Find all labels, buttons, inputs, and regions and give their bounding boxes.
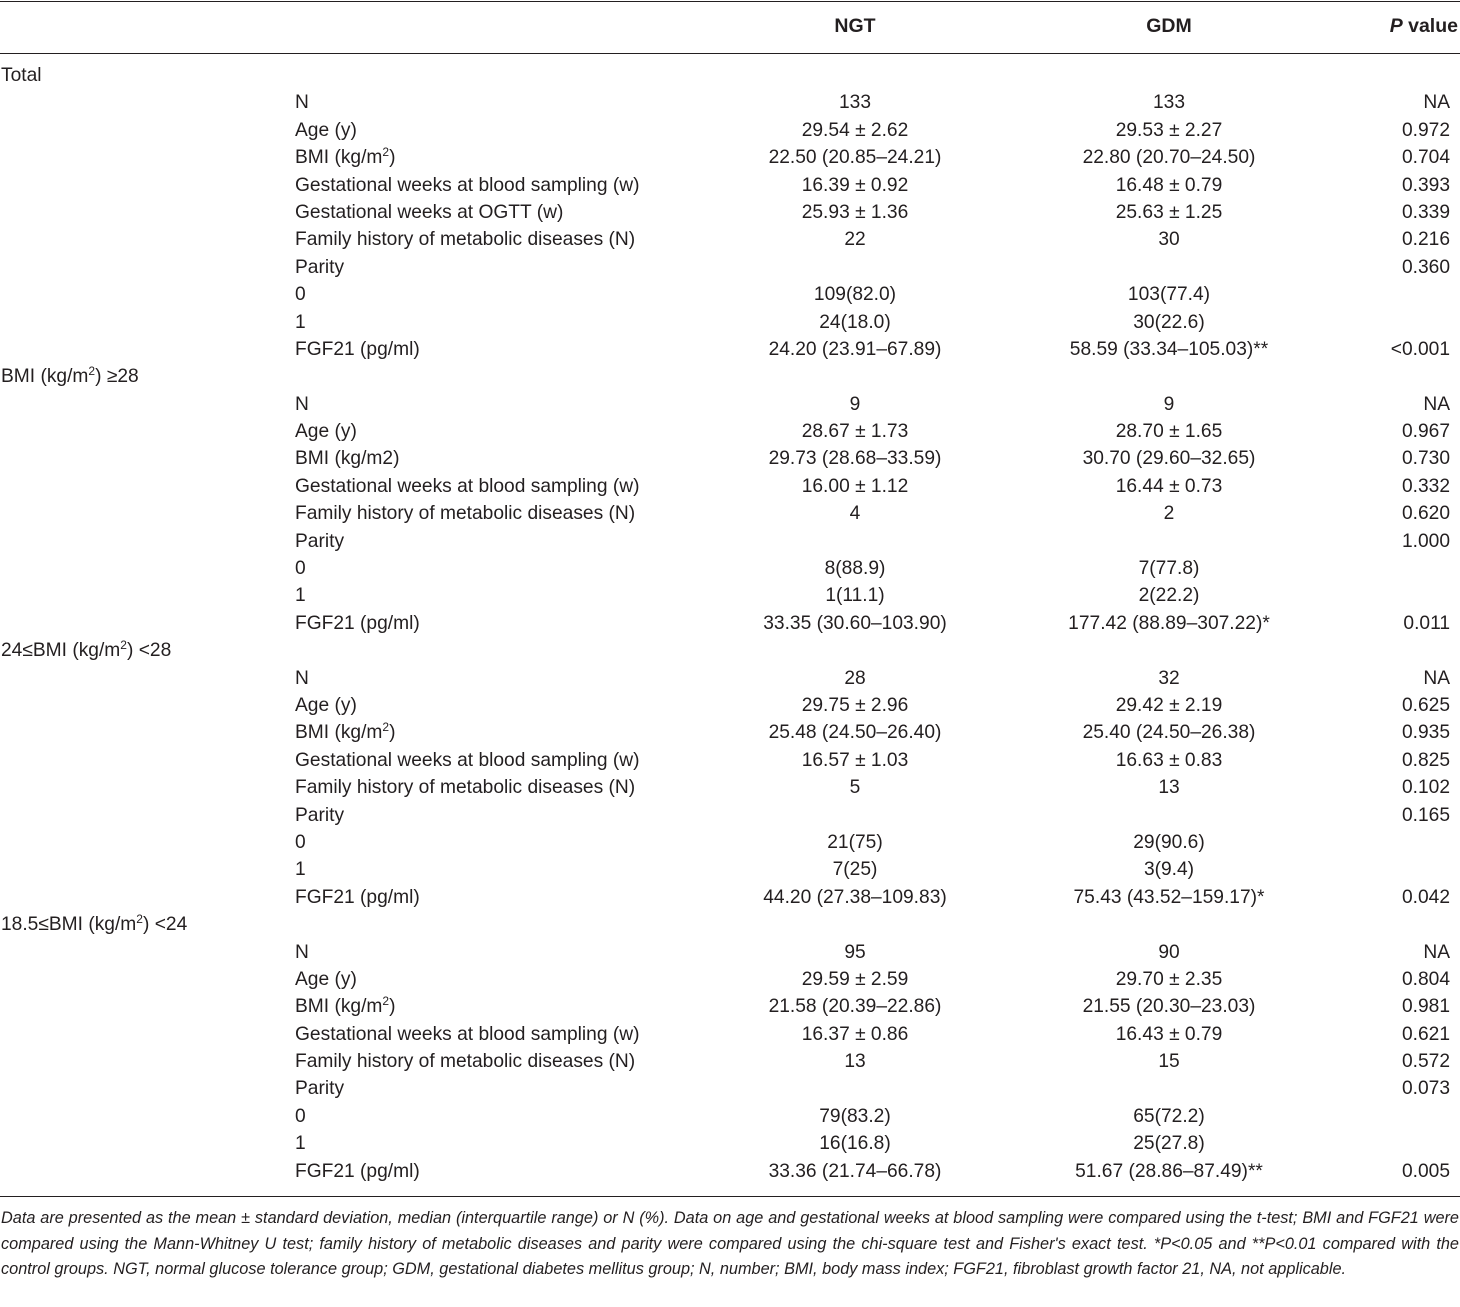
row-label <box>295 774 635 801</box>
cell-p-value: 0.572 <box>1401 1051 1450 1073</box>
label-text: 0 <box>295 284 306 306</box>
cell-p-value: <0.001 <box>1390 338 1450 360</box>
row-label <box>295 802 344 829</box>
table-section-row <box>0 911 1460 938</box>
cell-gdm: 25(27.8) <box>1133 1133 1205 1155</box>
cell-gdm: 30(22.6) <box>1133 311 1205 333</box>
cell-gdm: 21.55 (20.30–23.03) <box>1082 996 1256 1018</box>
cell-p-value: NA <box>1423 92 1450 114</box>
label-text: Gestational weeks at blood sampling (w) <box>295 749 640 771</box>
cell-gdm: 16.63 ± 0.83 <box>1115 749 1223 771</box>
label-text: N <box>295 393 309 415</box>
table-row <box>0 829 1460 856</box>
row-label <box>295 856 306 883</box>
label-text: Family history of metabolic diseases (N) <box>295 229 636 251</box>
table-row <box>0 610 1460 637</box>
label-text-after: ) <24 <box>142 914 188 936</box>
cell-gdm: 58.59 (33.34–105.03)** <box>1069 338 1269 360</box>
table-row <box>0 939 1460 966</box>
cell-gdm: 30.70 (29.60–32.65) <box>1082 448 1256 470</box>
cell-gdm: 3(9.4) <box>1143 859 1195 881</box>
cell-ngt: 7(25) <box>832 859 878 881</box>
cell-ngt: 95 <box>844 941 866 963</box>
table-row <box>0 1103 1460 1130</box>
table-row <box>0 719 1460 746</box>
table-row <box>0 500 1460 527</box>
table-row <box>0 884 1460 911</box>
label-text: 18.5≤BMI (kg/m <box>1 914 137 936</box>
table-row <box>0 336 1460 363</box>
label-text: Family history of metabolic diseases (N) <box>295 503 636 525</box>
row-label <box>295 747 639 774</box>
cell-gdm: 103(77.4) <box>1127 284 1211 306</box>
cell-ngt: 29.73 (28.68–33.59) <box>768 448 942 470</box>
cell-gdm: 177.42 (88.89–307.22)* <box>1068 612 1270 634</box>
cell-ngt: 8(88.9) <box>824 558 886 580</box>
table-row <box>0 445 1460 472</box>
label-text: FGF21 (pg/ml) <box>295 338 420 360</box>
cell-ngt: 16.57 ± 1.03 <box>801 749 909 771</box>
label-text: Parity <box>295 804 345 826</box>
cell-ngt: 25.93 ± 1.36 <box>801 201 909 223</box>
section-label <box>1 363 139 390</box>
cell-p-value: 0.393 <box>1401 174 1450 196</box>
table-body <box>0 62 1460 1185</box>
cell-p-value: 0.825 <box>1401 749 1450 771</box>
cell-ngt: 13 <box>844 1051 866 1073</box>
label-text: 24≤BMI (kg/m <box>1 640 121 662</box>
superscript: 2 <box>136 912 143 927</box>
row-label <box>295 254 344 281</box>
label-text: Age (y) <box>295 119 357 141</box>
row-label <box>295 528 344 555</box>
label-text: Gestational weeks at blood sampling (w) <box>295 1023 640 1045</box>
label-text: 0 <box>295 1105 306 1127</box>
cell-p-value: 0.332 <box>1401 475 1450 497</box>
table-top-rule <box>0 1 1460 2</box>
cell-gdm: 29.53 ± 2.27 <box>1115 119 1223 141</box>
label-text: Parity <box>295 1078 345 1100</box>
cell-ngt: 22 <box>844 229 866 251</box>
cell-p-value: 0.621 <box>1401 1023 1450 1045</box>
cell-p-value: 0.804 <box>1401 968 1450 990</box>
label-text: BMI (kg/m <box>295 996 383 1018</box>
cell-gdm: 15 <box>1158 1051 1180 1073</box>
cell-ngt: 28 <box>844 667 866 689</box>
row-label <box>295 692 357 719</box>
table-row <box>0 144 1460 171</box>
cell-gdm: 75.43 (43.52–159.17)* <box>1073 886 1265 908</box>
label-text: Parity <box>295 256 345 278</box>
superscript: 2 <box>382 994 390 1009</box>
cell-p-value: 0.620 <box>1401 503 1450 525</box>
cell-gdm: 7(77.8) <box>1138 558 1200 580</box>
row-label <box>295 993 396 1020</box>
cell-gdm: 32 <box>1158 667 1180 689</box>
cell-p-value: 0.011 <box>1403 612 1450 634</box>
table-row <box>0 226 1460 253</box>
label-text: 1 <box>295 1133 306 1155</box>
label-text: Age (y) <box>295 968 357 990</box>
row-label <box>295 172 639 199</box>
table-section-row <box>0 637 1460 664</box>
table-row <box>0 309 1460 336</box>
table-row <box>0 555 1460 582</box>
cell-ngt: 33.36 (21.74–66.78) <box>768 1160 942 1182</box>
row-label <box>295 89 309 116</box>
row-label <box>295 391 309 418</box>
cell-ngt: 21(75) <box>827 831 883 853</box>
cell-p-value: 1.000 <box>1401 530 1450 552</box>
cell-p-value: NA <box>1423 941 1450 963</box>
cell-gdm: 16.43 ± 0.79 <box>1115 1023 1223 1045</box>
cell-ngt: 29.59 ± 2.59 <box>801 968 909 990</box>
table-section-row <box>0 62 1460 89</box>
cell-gdm: 25.63 ± 1.25 <box>1115 201 1223 223</box>
cell-gdm: 29.70 ± 2.35 <box>1115 968 1223 990</box>
table-row <box>0 172 1460 199</box>
cell-ngt: 16.00 ± 1.12 <box>801 475 909 497</box>
label-text: BMI (kg/m2) <box>295 448 400 470</box>
row-label <box>295 117 357 144</box>
cell-ngt: 24.20 (23.91–67.89) <box>768 338 942 360</box>
table-row <box>0 281 1460 308</box>
superscript: 2 <box>120 638 127 653</box>
cell-ngt: 9 <box>849 393 861 415</box>
label-text: N <box>295 667 309 689</box>
table-row <box>0 89 1460 116</box>
table-row <box>0 1130 1460 1157</box>
column-header-p-value <box>1390 14 1458 38</box>
cell-p-value: 0.625 <box>1401 694 1450 716</box>
cell-p-value: 0.704 <box>1401 147 1450 169</box>
label-text: Gestational weeks at blood sampling (w) <box>295 174 640 196</box>
cell-p-value: 0.216 <box>1401 229 1450 251</box>
table-row <box>0 1158 1460 1185</box>
row-label <box>295 719 396 746</box>
cell-gdm: 51.67 (28.86–87.49)** <box>1075 1160 1263 1182</box>
cell-gdm: 133 <box>1152 92 1186 114</box>
row-label <box>295 418 357 445</box>
section-label <box>1 637 171 664</box>
cell-p-value: 0.967 <box>1401 421 1450 443</box>
cell-p-value: NA <box>1423 667 1450 689</box>
label-text: Total <box>1 65 42 86</box>
table-row <box>0 856 1460 883</box>
row-label <box>295 829 306 856</box>
label-text: Gestational weeks at OGTT (w) <box>295 201 564 223</box>
row-label <box>295 555 306 582</box>
label-text: BMI (kg/m <box>295 722 383 744</box>
cell-p-value: 0.042 <box>1401 886 1450 908</box>
table-row <box>0 774 1460 801</box>
table-row <box>0 1021 1460 1048</box>
cell-p-value: 0.073 <box>1401 1078 1450 1100</box>
table-row <box>0 1075 1460 1102</box>
cell-ngt: 25.48 (24.50–26.40) <box>768 722 942 744</box>
label-text: FGF21 (pg/ml) <box>295 886 420 908</box>
table-row <box>0 117 1460 144</box>
label-text: Parity <box>295 530 345 552</box>
table-row <box>0 747 1460 774</box>
row-label <box>295 144 396 171</box>
label-text: Family history of metabolic diseases (N) <box>295 1051 636 1073</box>
row-label <box>295 966 357 993</box>
p-value-word: value <box>1402 15 1458 37</box>
column-header-gdm: GDM <box>1146 15 1192 37</box>
section-label <box>1 911 187 938</box>
row-label <box>295 199 563 226</box>
table-row <box>0 418 1460 445</box>
cell-ngt: 33.35 (30.60–103.90) <box>763 612 947 634</box>
table-header-rule <box>0 53 1460 54</box>
table-row <box>0 528 1460 555</box>
label-text-after: ) ≥28 <box>95 366 139 388</box>
p-italic: P <box>1389 15 1403 37</box>
label-text: 1 <box>295 585 306 607</box>
table-row <box>0 692 1460 719</box>
superscript: 2 <box>382 720 390 735</box>
label-text-after: ) <box>389 996 396 1018</box>
cell-gdm: 22.80 (20.70–24.50) <box>1082 147 1256 169</box>
cell-ngt: 44.20 (27.38–109.83) <box>763 886 947 908</box>
cell-gdm: 16.44 ± 0.73 <box>1115 475 1223 497</box>
table-row <box>0 473 1460 500</box>
cell-gdm: 30 <box>1158 229 1180 251</box>
label-text: BMI (kg/m <box>1 366 89 388</box>
label-text: 0 <box>295 831 306 853</box>
cell-p-value: 0.005 <box>1401 1160 1450 1182</box>
label-text: Age (y) <box>295 694 357 716</box>
row-label <box>295 281 306 308</box>
cell-ngt: 16(16.8) <box>819 1133 891 1155</box>
cell-p-value: 0.165 <box>1401 804 1450 826</box>
row-label <box>295 1075 344 1102</box>
table-row <box>0 1048 1460 1075</box>
row-label <box>295 309 306 336</box>
label-text: 0 <box>295 558 306 580</box>
label-text: FGF21 (pg/ml) <box>295 612 420 634</box>
row-label <box>295 1158 420 1185</box>
table-row <box>0 391 1460 418</box>
row-label <box>295 500 635 527</box>
table-footnote: Data are presented as the mean ± standard deviation, median (interquartile range) or N (%). Data on age and gestational weeks at blood sampling were compared using the t-test; BMI and FGF21 were compared using the Mann-Whitney U test; family history of metabolic diseases and parity were compared using the chi-square test and Fisher's exact test. *P<0.05 and **P<0.01 compared with the control groups. NGT, normal glucose tolerance group; GDM, gestational diabetes mellitus group; N, number; BMI, body mass index; FGF21, fibroblast growth factor 21, NA, not applicable. <box>1 1209 1459 1278</box>
row-label <box>295 939 309 966</box>
label-text: 1 <box>295 311 306 333</box>
row-label <box>295 1130 306 1157</box>
table-row <box>0 966 1460 993</box>
row-label <box>295 226 635 253</box>
cell-p-value: NA <box>1423 393 1450 415</box>
cell-ngt: 4 <box>849 503 861 525</box>
cell-gdm: 16.48 ± 0.79 <box>1115 174 1223 196</box>
table-row <box>0 582 1460 609</box>
label-text: FGF21 (pg/ml) <box>295 1160 420 1182</box>
cell-p-value: 0.102 <box>1401 777 1450 799</box>
label-text: Age (y) <box>295 421 357 443</box>
cell-gdm: 2(22.2) <box>1138 585 1200 607</box>
row-label <box>295 336 420 363</box>
cell-ngt: 29.54 ± 2.62 <box>801 119 909 141</box>
cell-ngt: 79(83.2) <box>819 1105 891 1127</box>
label-text: Family history of metabolic diseases (N) <box>295 777 636 799</box>
table-row <box>0 254 1460 281</box>
cell-p-value: 0.730 <box>1401 448 1450 470</box>
cell-p-value: 0.360 <box>1401 256 1450 278</box>
column-header-ngt: NGT <box>834 15 876 37</box>
label-text: N <box>295 941 309 963</box>
row-label <box>295 445 399 472</box>
row-label <box>295 665 309 692</box>
superscript: 2 <box>382 145 390 160</box>
cell-ngt: 5 <box>849 777 861 799</box>
cell-ngt: 29.75 ± 2.96 <box>801 694 909 716</box>
row-label <box>295 884 420 911</box>
cell-p-value: 0.935 <box>1401 722 1450 744</box>
section-label <box>1 62 42 89</box>
cell-ngt: 16.37 ± 0.86 <box>801 1023 909 1045</box>
cell-ngt: 24(18.0) <box>819 311 891 333</box>
cell-p-value: 0.972 <box>1401 119 1450 141</box>
label-text: BMI (kg/m <box>295 147 383 169</box>
label-text: 1 <box>295 859 306 881</box>
cell-p-value: 0.981 <box>1401 996 1450 1018</box>
table-row <box>0 199 1460 226</box>
cell-gdm: 2 <box>1163 503 1175 525</box>
row-label <box>295 582 306 609</box>
table-row <box>0 802 1460 829</box>
table-row <box>0 665 1460 692</box>
cell-ngt: 22.50 (20.85–24.21) <box>768 147 942 169</box>
cell-gdm: 90 <box>1158 941 1180 963</box>
cell-ngt: 28.67 ± 1.73 <box>801 421 909 443</box>
cell-gdm: 29(90.6) <box>1133 831 1205 853</box>
table-section-row <box>0 363 1460 390</box>
cell-gdm: 9 <box>1163 393 1175 415</box>
cell-gdm: 25.40 (24.50–26.38) <box>1082 722 1256 744</box>
table-bottom-rule <box>0 1196 1460 1197</box>
label-text-after: ) <box>389 147 396 169</box>
row-label <box>295 610 420 637</box>
row-label <box>295 1048 635 1075</box>
cell-gdm: 28.70 ± 1.65 <box>1115 421 1223 443</box>
cell-ngt: 1(11.1) <box>825 585 885 607</box>
cell-ngt: 109(82.0) <box>813 284 897 306</box>
row-label <box>295 1103 306 1130</box>
cell-ngt: 133 <box>838 92 872 114</box>
row-label <box>295 473 639 500</box>
cell-ngt: 16.39 ± 0.92 <box>801 174 909 196</box>
label-text-after: ) <28 <box>126 640 172 662</box>
label-text: N <box>295 92 309 114</box>
cell-p-value: 0.339 <box>1401 201 1450 223</box>
cell-gdm: 13 <box>1158 777 1180 799</box>
label-text: Gestational weeks at blood sampling (w) <box>295 475 640 497</box>
cell-gdm: 65(72.2) <box>1133 1105 1205 1127</box>
cell-ngt: 21.58 (20.39–22.86) <box>768 996 942 1018</box>
row-label <box>295 1021 639 1048</box>
label-text-after: ) <box>389 722 396 744</box>
cell-gdm: 29.42 ± 2.19 <box>1115 694 1223 716</box>
table-row <box>0 993 1460 1020</box>
superscript: 2 <box>88 364 96 379</box>
